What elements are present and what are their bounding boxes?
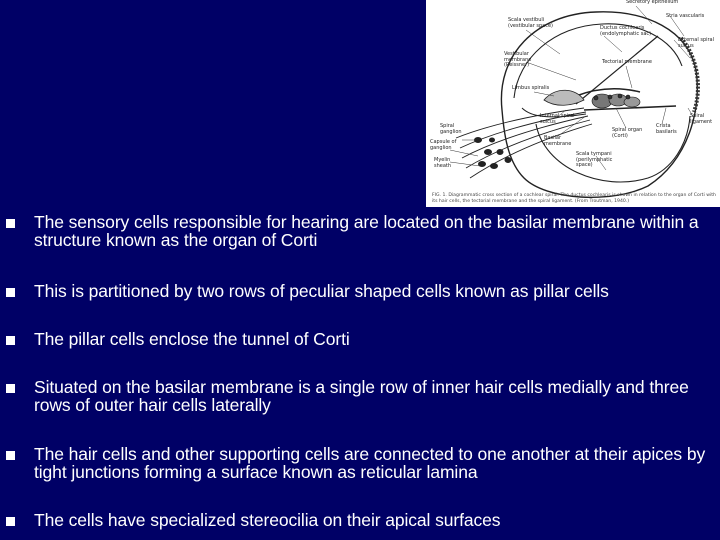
bullet-item — [6, 378, 711, 414]
label-spiral-organ: Spiral organ (Corti) — [612, 127, 643, 139]
label-spiral-ganglion: Spiral ganglion — [440, 123, 462, 135]
bullet-text: The hair cells and other supporting cells are connected to one another at their apices by tight junctions forming a surface known as reticular lamina — [34, 444, 706, 482]
bullet-square-icon — [6, 336, 15, 345]
label-scala-tympani: Scala tympani (perilymphatic space) — [576, 151, 613, 169]
label-vestibular-membrane: Vestibular membrane (Reissner) — [504, 51, 532, 69]
figure-caption: FIG. 1. Diagrammatic cross section of a cochlear spiral. The ductus cochlearis is shown in relation to the organ of Corti with its hair cells, the tectorial membrane and the spiral ligament. (From Troutman, 1940.) — [432, 193, 716, 204]
label-stria-vascularis: Stria vascularis — [666, 13, 705, 19]
label-secretory-epithelium: Secretory epithelium — [626, 0, 679, 5]
bullet-square-icon — [6, 451, 15, 460]
bullet-item — [6, 445, 711, 481]
bullet-text: This is partitioned by two rows of peculiar shaped cells known as pillar cells — [34, 281, 609, 301]
label-basilar-membrane: Basilar membrane — [544, 135, 572, 147]
label-scala-vestibuli: Scala vestibuli (vestibular space) — [508, 17, 553, 29]
bullet-square-icon — [6, 517, 15, 526]
bullet-square-icon — [6, 288, 15, 297]
bullet-item — [6, 511, 711, 529]
label-tectorial-membrane: Tectorial membrane — [602, 59, 652, 65]
bullet-text: Situated on the basilar membrane is a single row of inner hair cells medially and three rows of outer hair cells laterally — [34, 377, 689, 415]
bullet-item — [6, 213, 711, 249]
bullet-item — [6, 330, 711, 348]
cochlea-diagram-figure — [426, 0, 720, 207]
label-capsule-of-ganglion: Capsule of ganglion — [430, 139, 457, 151]
bullet-text: The cells have specialized stereocilia on their apical surfaces — [34, 510, 501, 530]
bullet-square-icon — [6, 219, 15, 228]
label-myelin-sheath: Myelin sheath — [434, 157, 452, 169]
bullet-item — [6, 282, 711, 300]
label-internal-spiral-sulcus: Internal spiral sulcus — [540, 113, 575, 125]
bullet-text: The sensory cells responsible for hearing are located on the basilar membrane within a structure known as the organ of Corti — [34, 212, 699, 250]
bullet-text: The pillar cells enclose the tunnel of Corti — [34, 329, 350, 349]
label-crista-basilaris: Crista basilaris — [656, 123, 677, 135]
label-spiral-ligament: Spiral ligament — [690, 113, 713, 125]
bullet-square-icon — [6, 384, 15, 393]
label-limbus-spiralis: Limbus spiralis — [512, 85, 550, 91]
label-ductus-cochlearis: Ductus cochlearis (endolymphatic sac) — [600, 25, 652, 37]
label-external-spiral-sulcus: External spiral sulcus — [678, 37, 715, 49]
